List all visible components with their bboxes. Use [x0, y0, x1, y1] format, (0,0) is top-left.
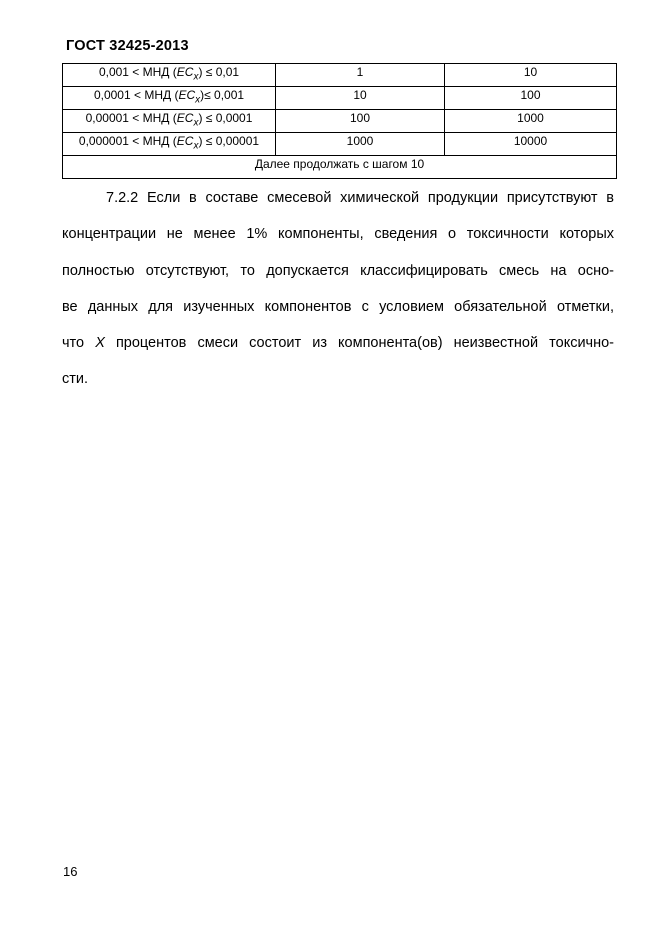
paragraph-7-2-2 [62, 180, 614, 398]
range-cell: 0,00001 < МНД $(EC_x) \le 0,0001$ [63, 110, 276, 133]
paragraph-line: концентрации не менее 1% компоненты, сведения о токсичности которых [62, 226, 614, 243]
variable-x: X [95, 335, 105, 352]
paragraph-line: 7.2.2 Если в составе смесевой химической продукции присутствуют в [106, 190, 614, 206]
table-row [63, 64, 617, 87]
range-cell: 0,000001 < МНД $(EC_x) \le 0,00001$ [63, 133, 276, 156]
table-row [63, 110, 617, 133]
table-row [63, 133, 617, 156]
table-footer-row [63, 156, 617, 179]
table-row [63, 87, 617, 110]
value-cell: 1 [276, 64, 445, 87]
value-cell: 10 [276, 87, 445, 110]
value-cell: 1000 [276, 133, 445, 156]
multiplying-factor-table [62, 63, 617, 179]
range-cell: 0,0001 < МНД $(EC_x)\le 0,001$ [63, 87, 276, 110]
paragraph-line: что X процентов смеси состоит из компонента(ов) неизвестной токсично- [62, 335, 615, 352]
value-cell: 10000 [445, 133, 617, 156]
page-number: 16 [63, 864, 78, 879]
document-header: ГОСТ 32425-2013 [66, 38, 189, 54]
value-cell: 1000 [445, 110, 617, 133]
value-cell: 100 [445, 87, 617, 110]
paragraph-line: ве данных для изученных компонентов с условием обязательной отметки, [62, 298, 614, 315]
paragraph-line: сти. [62, 371, 89, 388]
range-cell: 0,001 < МНД $(EC_x) \le 0,01$ [63, 64, 276, 87]
value-cell: 100 [276, 110, 445, 133]
table-footer-note: Далее продолжать с шагом 10 [63, 156, 617, 179]
value-cell: 10 [445, 64, 617, 87]
paragraph-line: полностью отсутствуют, то допускается классифицировать смесь на осно- [62, 262, 614, 279]
